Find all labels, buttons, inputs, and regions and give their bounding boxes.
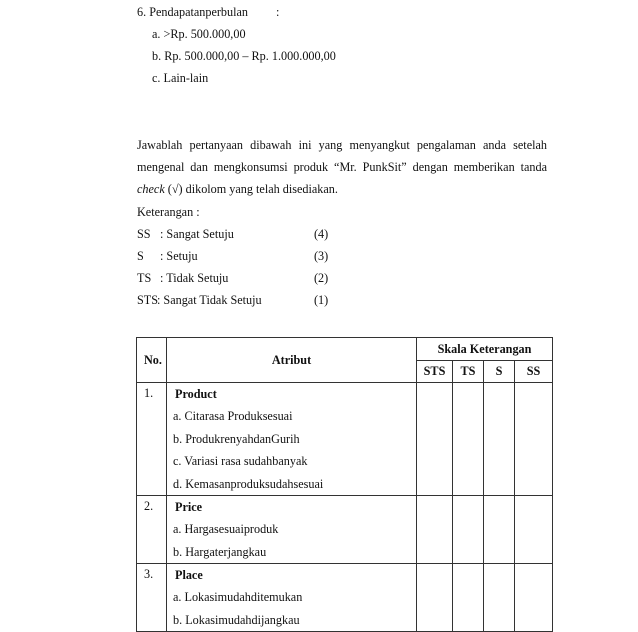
legend-label-sts: : Sangat Tidak Setuju [157,293,262,307]
rating-cell-ss[interactable] [515,496,553,564]
header-skala-keterangan: Skala Keterangan [417,338,553,361]
header-ts: TS [453,361,484,383]
income-option-a: a. >Rp. 500.000,00 [152,27,246,41]
legend-code-ts: TS [137,271,152,285]
rating-cell-ts[interactable] [453,564,484,632]
header-s: S [484,361,515,383]
legend-score-sts: (1) [314,293,329,307]
category-title-product: Product [175,387,217,401]
row-number: 1. [137,383,167,496]
income-question-heading: 6. Pendapatanperbulan [137,5,249,19]
income-question-colon: : [276,5,280,19]
rating-cell-ss[interactable] [515,383,553,496]
questionnaire-table [136,337,553,632]
sub-item: b. Lokasimudahdijangkau [173,612,300,627]
header-atribut: Atribut [167,338,417,383]
legend-code-s: S [137,249,144,263]
legend-label-ss: : Sangat Setuju [160,227,234,241]
header-ss: SS [515,361,553,383]
rating-cell-ss[interactable] [515,564,553,632]
instruction-paragraph [137,134,547,200]
category-title-place: Place [175,568,203,582]
legend-label-s: : Setuju [160,249,198,263]
legend-title: Keterangan : [137,205,200,219]
table-row-price [137,496,553,564]
sub-item: b. ProdukrenyahdanGurih [173,431,300,446]
row-number: 2. [137,496,167,564]
rating-cell-sts[interactable] [417,496,453,564]
header-no: No. [137,338,167,383]
legend-code-sts: STS [137,293,159,307]
table-row-product [137,383,553,496]
instruction-text-2: (√) dikolom yang telah disediakan. [164,182,338,196]
header-sts: STS [417,361,453,383]
row-number: 3. [137,564,167,632]
attribute-cell [167,496,417,564]
legend-score-ss: (4) [314,227,329,241]
sub-item: a. Citarasa Produksesuai [173,409,293,423]
sub-item: c. Variasi rasa sudahbanyak [173,454,308,468]
attribute-cell [167,564,417,632]
rating-cell-sts[interactable] [417,564,453,632]
rating-cell-s[interactable] [484,383,515,496]
legend-label-ts: : Tidak Setuju [160,271,229,285]
legend-score-s: (3) [314,249,329,263]
instruction-text-1: Jawablah pertanyaan dibawah ini yang menyangkut pengalaman anda setelah mengenal dan mengkonsumsi produk “Mr. PunkSit” dengan memberikan tanda [137,138,547,174]
instruction-text-italic: check [137,182,165,196]
sub-item: b. Hargaterjangkau [173,544,267,559]
category-title-price: Price [175,500,203,514]
legend-score-ts: (2) [314,271,329,285]
sub-item: d. Kemasanproduksudahsesuai [173,476,324,491]
legend-code-ss: SS [137,227,151,241]
rating-cell-s[interactable] [484,496,515,564]
sub-item: a. Lokasimudahditemukan [173,590,303,604]
income-option-b: b. Rp. 500.000,00 – Rp. 1.000.000,00 [152,49,336,63]
rating-cell-s[interactable] [484,564,515,632]
sub-item: a. Hargasesuaiproduk [173,522,279,536]
rating-cell-ts[interactable] [453,383,484,496]
table-row-place [137,564,553,632]
rating-cell-sts[interactable] [417,383,453,496]
attribute-cell [167,383,417,496]
rating-cell-ts[interactable] [453,496,484,564]
income-option-c: c. Lain-lain [152,71,209,85]
